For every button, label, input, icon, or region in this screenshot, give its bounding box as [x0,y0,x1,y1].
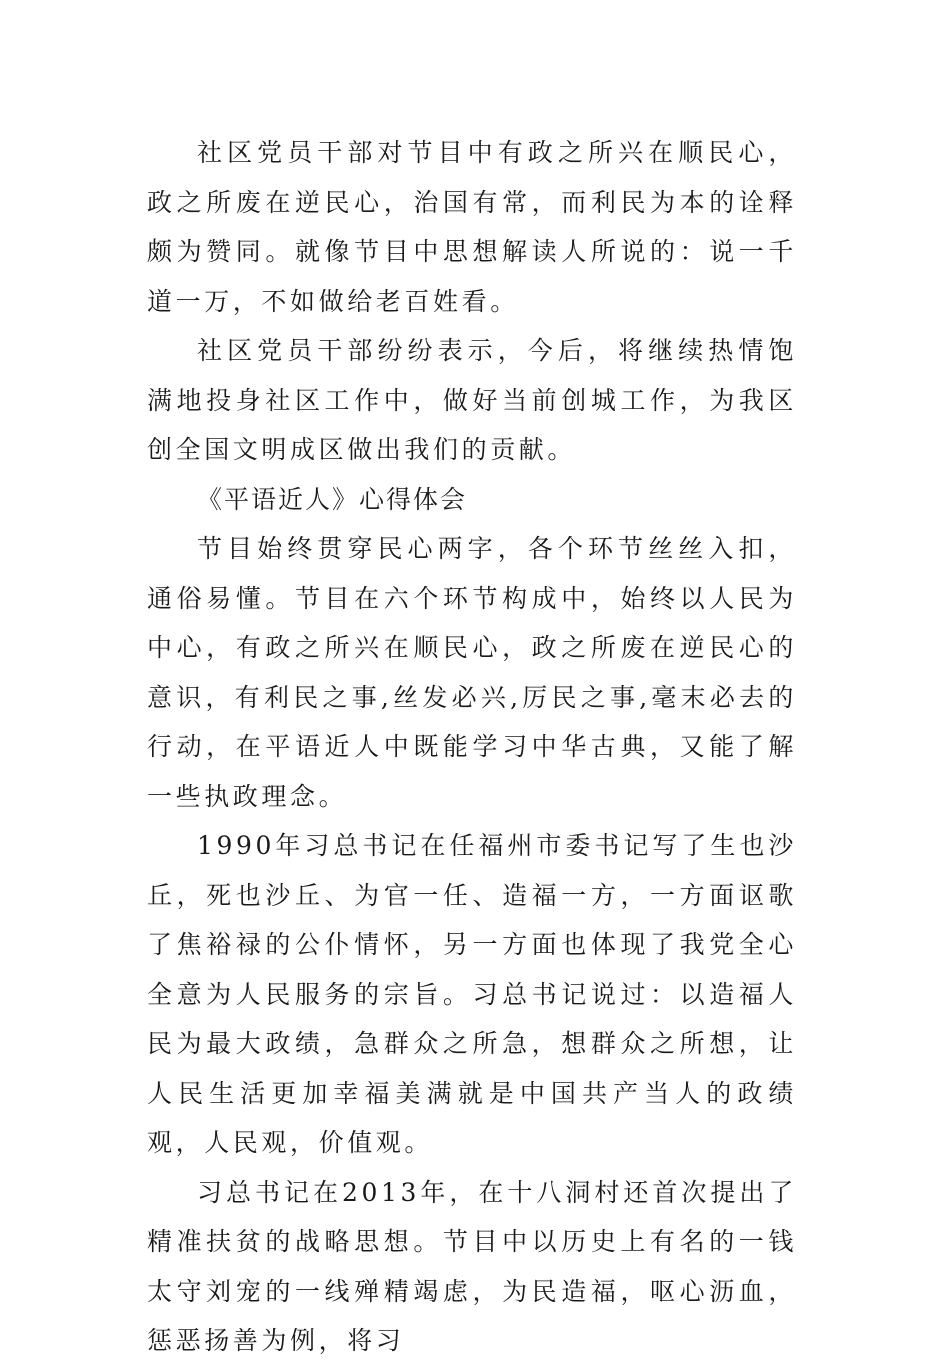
paragraph-community-approval: 社区党员干部对节目中有政之所兴在顺民心，政之所废在逆民心，治国有常，而利民为本的诠释颇为赞同。就像节目中思想解读人所说的：说一千道一万，不如做给老百姓看。 [147,138,797,316]
paragraph-poverty-alleviation: 习总书记在2013年，在十八洞村还首次提出了精准扶贫的战略思想。节目中以历史上有名的一钱太守刘宠的一线殚精竭虑，为民造福，呕心沥血，惩恶扬善为例，将习 [147,1177,797,1355]
paragraph-community-commitment: 社区党员干部纷纷表示，今后，将继续热情饱满地投身社区工作中，做好当前创城工作，为我区创全国文明成区做出我们的贡献。 [147,336,797,464]
section-heading: 《平语近人》心得体会 [197,484,468,514]
document-body [147,128,797,1366]
paragraph-1990-history: 1990年习总书记在任福州市委书记写了生也沙丘，死也沙丘、为官一任、造福一方，一方面讴歌了焦裕禄的公仆情怀，另一方面也体现了我党全心全意为人民服务的宗旨。习总书记说过：以造福人民为最大政绩，急群众之所急，想群众之所想，让人民生活更加幸福美满就是中国共产当人的政绩观，人民观，价值观。 [147,831,797,1157]
paragraph-program-theme: 节目始终贯穿民心两字，各个环节丝丝入扣，通俗易懂。节目在六个环节构成中，始终以人民为中心，有政之所兴在顺民心，政之所废在逆民心的意识，有利民之事,丝发必兴,厉民之事,毫末必去的行动，在平语近人中既能学习中华古典，又能了解一些执政理念。 [147,534,797,811]
